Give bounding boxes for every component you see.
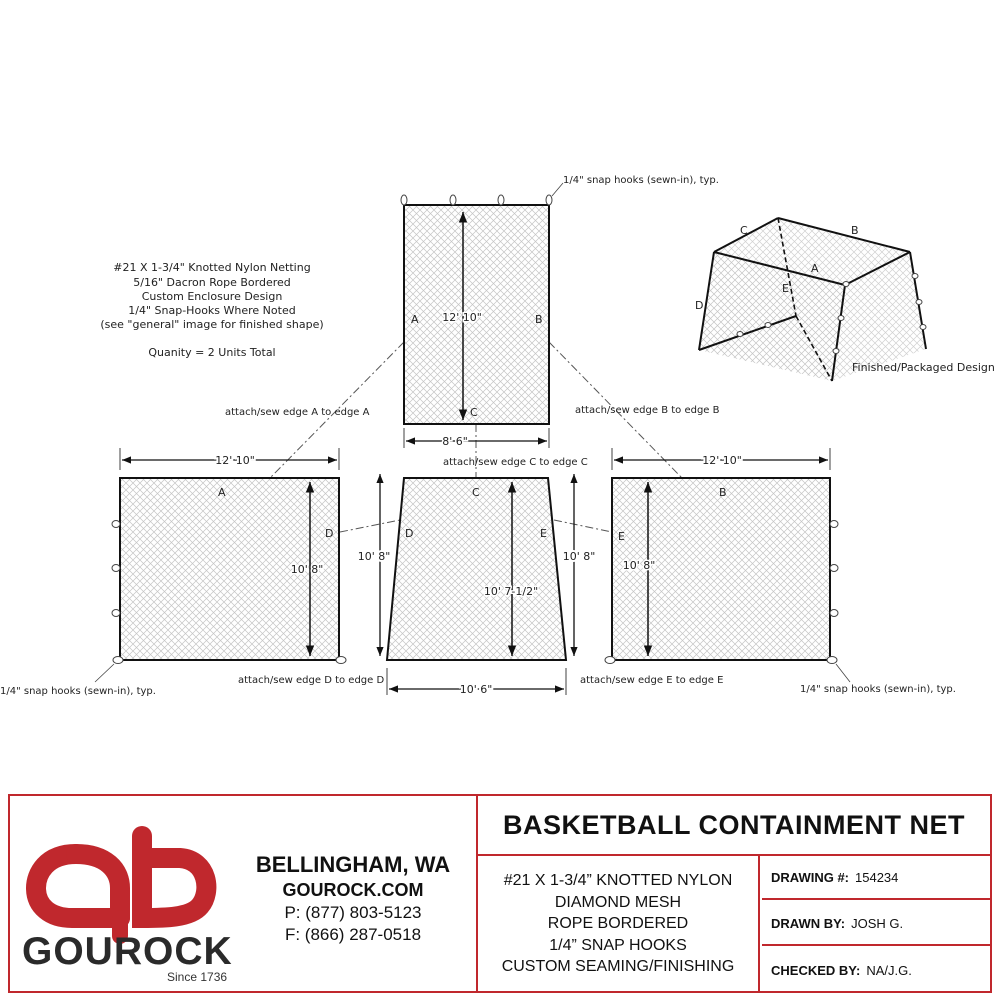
company-phone: P: (877) 803-5123: [284, 903, 422, 922]
spec-line: #21 X 1-3/4" Knotted Nylon Netting: [113, 261, 311, 274]
snap-hook: [112, 565, 120, 572]
drawing-number-value: 154234: [855, 869, 899, 885]
contact-info: [238, 852, 468, 945]
snap-hook: [833, 349, 839, 354]
edge-label-d: D: [325, 527, 334, 540]
spec-line: Custom Enclosure Design: [141, 290, 283, 303]
top-snap-hooks: [401, 195, 552, 205]
drawing-number-row: [762, 856, 990, 900]
snap-hook: [605, 657, 615, 664]
left-width-label: 12' 10": [215, 454, 255, 467]
company-fax: F: (866) 287-0518: [284, 925, 422, 944]
top-width-label: 8' 6": [442, 435, 468, 448]
snap-hook: [113, 657, 123, 664]
right-height-label: 10' 8": [622, 559, 656, 572]
snap-hook: [912, 274, 918, 279]
snap-hook: [112, 610, 120, 617]
center-width-label: 10' 6": [459, 683, 493, 696]
snap-hook: [920, 325, 926, 330]
iso-caption: Finished/Packaged Design: [852, 361, 995, 374]
snap-hook-callout-left: 1/4" snap hooks (sewn-in), typ.: [0, 686, 156, 697]
spec-notes: [100, 261, 323, 359]
snap-hook: [843, 282, 849, 287]
edge-label-b: B: [535, 313, 543, 326]
spec-line: CUSTOM SEAMING/FINISHING: [501, 958, 735, 975]
drawing-title: BASKETBALL CONTAINMENT NET: [503, 810, 965, 840]
iso-label-d: D: [695, 299, 704, 312]
attach-callout-d: attach/sew edge D to edge D: [238, 675, 385, 686]
right-width-label: 12' 10": [702, 454, 742, 467]
snap-hook: [112, 521, 120, 528]
snap-hook: [765, 323, 771, 328]
snap-hook: [830, 610, 838, 617]
snap-hook-callout-right: 1/4" snap hooks (sewn-in), typ.: [800, 684, 956, 695]
drawn-by-value: JOSH G.: [851, 915, 904, 931]
snap-hook: [546, 195, 552, 205]
snap-hook: [916, 300, 922, 305]
spec-cell: [478, 856, 760, 991]
attach-callout-a: attach/sew edge A to edge A: [225, 407, 370, 418]
drawn-by-row: [762, 902, 990, 946]
connector-e: [554, 520, 612, 532]
edge-label-a: A: [411, 313, 419, 326]
checked-by-value: NA/J.G.: [866, 962, 912, 978]
center-panel: [358, 474, 596, 696]
checked-by-label: CHECKED BY:: [771, 962, 861, 978]
snap-hook-callout-top: 1/4" snap hooks (sewn-in), typ.: [563, 175, 719, 186]
spec-line: #21 X 1-3/4” KNOTTED NYLON: [503, 872, 733, 889]
center-panel-net: [387, 478, 566, 660]
snap-leader: [95, 664, 114, 682]
center-height-label: 10' 7-1/2": [483, 585, 539, 598]
edge-label-c: C: [472, 486, 480, 499]
snap-hook: [838, 316, 844, 321]
snap-leader: [552, 183, 563, 196]
left-height-label: 10' 8": [290, 563, 324, 576]
snap-leader: [836, 664, 850, 682]
snap-hook: [830, 521, 838, 528]
attach-callout-b: attach/sew edge B to edge B: [575, 405, 720, 416]
iso-label-c: C: [740, 224, 748, 237]
snap-hook: [498, 195, 504, 205]
center-left-height-label: 10' 8": [357, 550, 391, 563]
edge-label-e: E: [540, 527, 547, 540]
top-panel: [401, 183, 563, 448]
left-panel: [112, 448, 346, 664]
right-panel: [605, 448, 838, 664]
connector-d: [340, 520, 400, 532]
top-height-label: 12' 10": [442, 311, 482, 324]
checked-by-row: [762, 948, 990, 992]
edge-label-c: C: [470, 406, 478, 419]
drawn-by-label: DRAWN BY:: [771, 915, 846, 931]
company-city: BELLINGHAM, WA: [255, 852, 451, 877]
snap-hook: [401, 195, 407, 205]
center-right-height-label: 10' 8": [562, 550, 596, 563]
spec-line: 5/16" Dacron Rope Bordered: [133, 276, 291, 289]
finished-iso-view: [695, 218, 995, 381]
spec-line: ROPE BORDERED: [547, 915, 689, 932]
snap-hook: [827, 657, 837, 664]
iso-label-b: B: [851, 224, 859, 237]
edge-label-a: A: [218, 486, 226, 499]
logo-stroke: [142, 836, 206, 918]
title-block: [8, 794, 992, 993]
edge-label-b: B: [719, 486, 727, 499]
snap-hook: [450, 195, 456, 205]
snap-hook: [830, 565, 838, 572]
brand-wordmark: GOUROCK: [22, 930, 233, 973]
logo-cell: [10, 796, 478, 991]
drawing-title-cell: [478, 796, 990, 856]
spec-line: 1/4" Snap-Hooks Where Noted: [128, 304, 296, 317]
quantity-note: Quanity = 2 Units Total: [148, 346, 276, 359]
spec-line: 1/4” SNAP HOOKS: [549, 936, 687, 954]
spec-line: (see "general" image for finished shape): [100, 318, 324, 331]
drawing-number-label: DRAWING #:: [771, 869, 849, 885]
edge-label-d: D: [405, 527, 414, 540]
iso-label-e: E: [782, 282, 789, 295]
attach-callout-e: attach/sew edge E to edge E: [580, 675, 724, 686]
edge-label-e: E: [618, 530, 625, 543]
attach-callout-c: attach/sew edge C to edge C: [443, 457, 588, 468]
snap-hook: [336, 657, 346, 664]
company-website: GOUROCK.COM: [282, 880, 424, 900]
brand-since: Since 1736: [167, 970, 228, 984]
spec-line: DIAMOND MESH: [554, 893, 682, 911]
snap-hook: [737, 332, 743, 337]
iso-label-a: A: [811, 262, 819, 275]
